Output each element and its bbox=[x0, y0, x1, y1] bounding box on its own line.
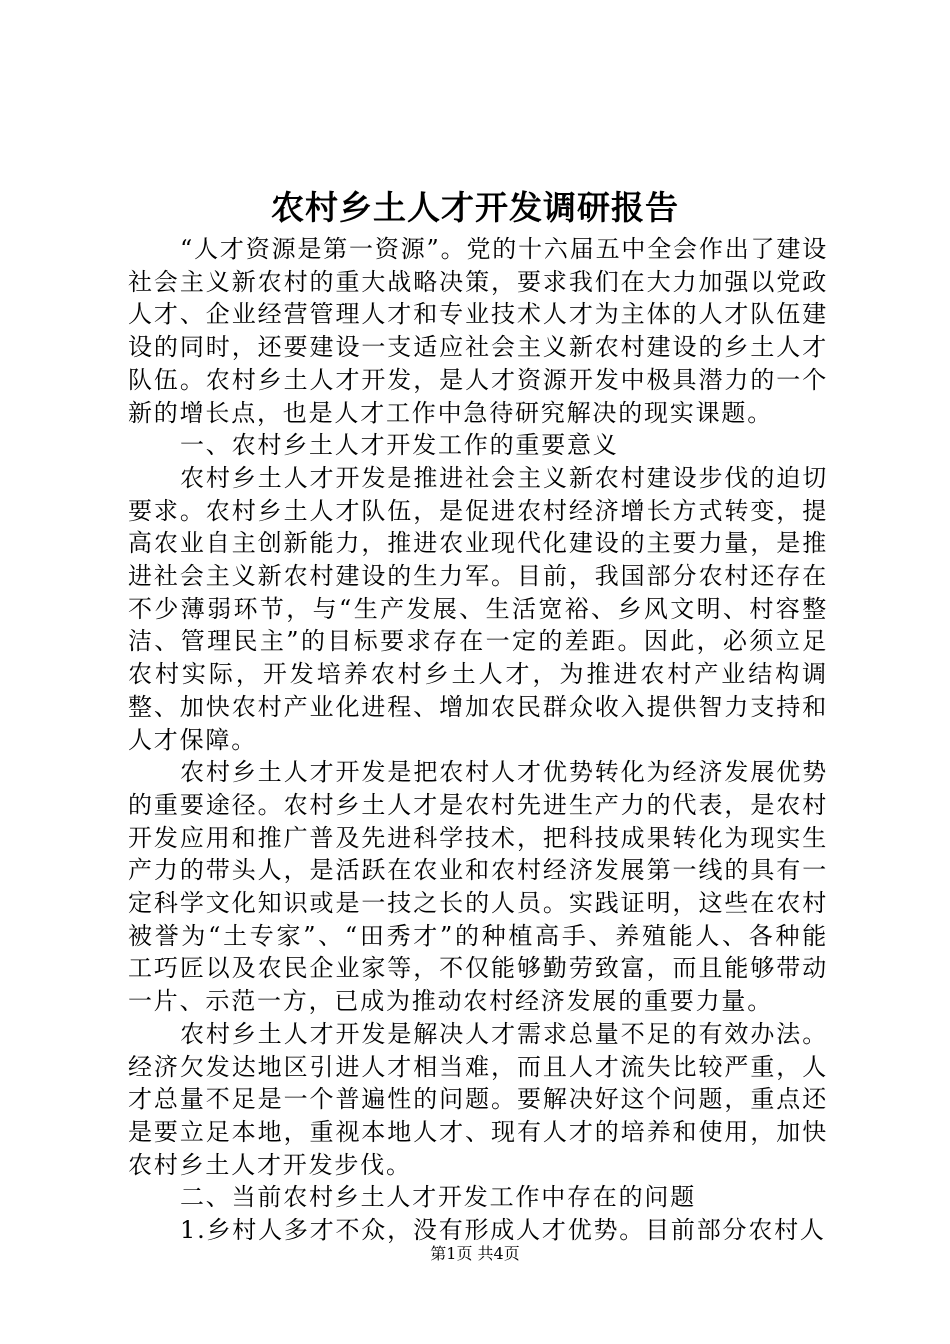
paragraph-intro: “人才资源是第一资源”。党的十六届五中全会作出了建设社会主义新农村的重大战略决策，要求我们在大力加强以党政人才、企业经营管理人才和专业技术人才为主体的人才队伍建设的同时，还要建设一支适应社会主义新农村建设的乡土人才队伍。农村乡土人才开发，是人才资源开发中极具潜力的一个新的增长点，也是人才工作中急待研究解决的现实课题。 bbox=[128, 235, 828, 427]
paragraph-problem-1: 1.乡村人多才不众，没有形成人才优势。目前部分农村人 bbox=[180, 1216, 826, 1245]
paragraph-significance-2: 农村乡土人才开发是把农村人才优势转化为经济发展优势的重要途径。农村乡土人才是农村先进生产力的代表，是农村开发应用和推广普及先进科学技术，把科技成果转化为现实生产力的带头人，是活跃在农业和农村经济发展第一线的具有一定科学文化知识或是一技之长的人员。实践证明，这些在农村被誉为“土专家”、“田秀才”的种植高手、养殖能人、各种能工巧匠以及农民企业家等，不仅能够勤劳致富，而且能够带动一片、示范一方，已成为推动农村经济发展的重要力量。 bbox=[128, 758, 828, 1016]
section-heading-1: 一、农村乡土人才开发工作的重要意义 bbox=[180, 431, 619, 460]
paragraph-significance-3: 农村乡土人才开发是解决人才需求总量不足的有效办法。经济欠发达地区引进人才相当难，而且人才流失比较严重，人才总量不足是一个普遍性的问题。要解决好这个问题，重点还是要立足本地，重视本地人才、现有人才的培养和使用，加快农村乡土人才开发步伐。 bbox=[128, 1019, 828, 1179]
page-footer: 第1页 共4页 bbox=[430, 1244, 520, 1263]
paragraph-significance-1: 农村乡土人才开发是推进社会主义新农村建设步伐的迫切要求。农村乡土人才队伍，是促进农村经济增长方式转变，提高农业自主创新能力，推进农业现代化建设的主要力量，是推进社会主义新农村建设的生力军。目前，我国部分农村还存在不少薄弱环节，与“生产发展、生活宽裕、乡风文明、村容整洁、管理民主”的目标要求存在一定的差距。因此，必须立足农村实际，开发培养农村乡土人才，为推进农村产业结构调整、加快农村产业化进程、增加农民群众收入提供智力支持和人才保障。 bbox=[128, 463, 828, 754]
document-body bbox=[128, 233, 828, 1247]
document-title: 农村乡土人才开发调研报告 bbox=[271, 188, 679, 227]
section-heading-2: 二、当前农村乡土人才开发工作中存在的问题 bbox=[180, 1183, 696, 1212]
